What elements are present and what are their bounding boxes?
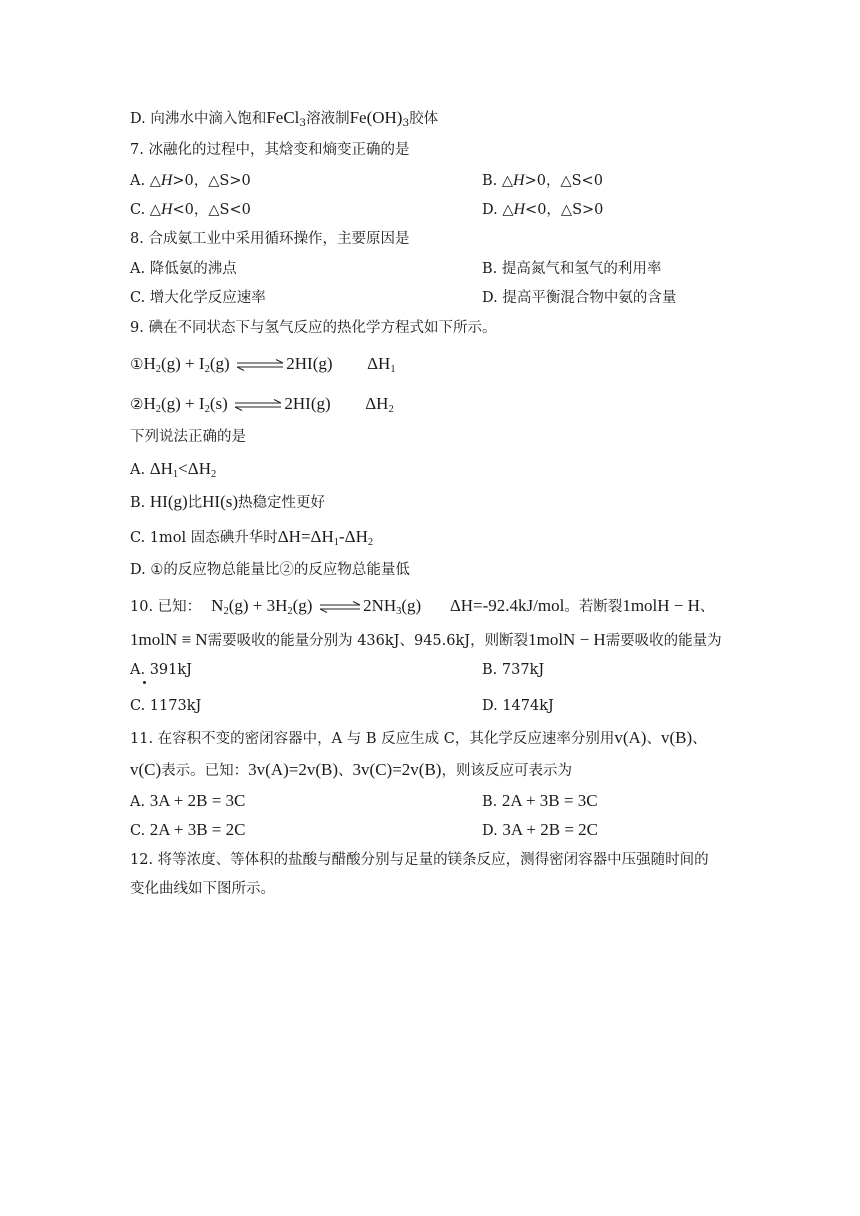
- q7-option-c: C. △H<0，△S<0: [130, 201, 251, 218]
- q12-stem-line2: 变化曲线如下图所示。: [130, 881, 275, 897]
- q11-option-d: D. 3A + 2B = 2C: [482, 820, 599, 839]
- q9-option-c: C. 1mol 固态碘升华时$\Delta H=\Delta H_1-\Delta H_2$: [130, 527, 374, 548]
- q8-option-b: B. 提高氮气和氢气的利用率: [482, 261, 662, 277]
- equilibrium-arrow-icon: [234, 399, 282, 411]
- q10-option-c: C. 1173kJ: [130, 698, 202, 714]
- q12-stem-line1: 12. 将等浓度、等体积的盐酸与醋酸分别与足量的镁条反应，测得密闭容器中压强随时间的: [130, 852, 709, 868]
- q9-option-d: D. ①的反应物总能量比②的反应物总能量低: [130, 562, 410, 578]
- q8-option-d: D. 提高平衡混合物中氨的含量: [482, 290, 677, 306]
- q11-option-c: C. 2A + 3B = 2C: [130, 820, 246, 839]
- q11-option-b: B. 2A + 3B = 3C: [482, 791, 598, 810]
- equilibrium-arrow-icon: [236, 359, 284, 371]
- q8-option-c: C. 增大化学反应速率: [130, 290, 266, 306]
- equilibrium-arrow-icon: [319, 601, 361, 613]
- q10-option-d: D. 1474kJ: [482, 698, 554, 714]
- q7-option-d: D. △H<0，△S>0: [482, 201, 604, 218]
- q9-equation-1: $①H_2(g) + I_2(g)$ 2HI(g) $\Delta H_1$: [130, 354, 396, 375]
- q9-stem: 9. 碘在不同状态下与氢气反应的热化学方程式如下所示。: [130, 320, 497, 336]
- q11-option-a: A. 3A + 2B = 3C: [130, 791, 246, 810]
- q6-option-d: D. 向沸水中滴入饱和FeCl$_3$溶液制$Fe(OH)_3$胶体: [130, 108, 439, 129]
- q7-option-a: A. △H>0，△S>0: [130, 172, 251, 189]
- q9-option-a: A. $\Delta H_1<\Delta H_2$: [130, 459, 217, 480]
- q9-equation-2: $②H_2(g) + I_2(s)$ 2HI(g) $\Delta H_2$: [130, 394, 394, 415]
- q9-option-b: B. HI(g)比HI(s)热稳定性更好: [130, 492, 326, 511]
- q7-option-b: B. △H>0，△S<0: [482, 172, 603, 189]
- q10-stem-line2: 1molN ≡ N需要吸收的能量分别为 436kJ、945.6kJ，则断裂1molN − H需要吸收的能量为: [130, 630, 722, 649]
- q7-stem: 7. 冰融化的过程中，其焓变和熵变正确的是: [130, 142, 410, 158]
- q10-option-b: B. 737kJ: [482, 662, 545, 678]
- q11-stem-line1: 11. 在容积不变的密闭容器中，A 与 B 反应生成 C，其化学反应速率分别用v(A)、v(B)、: [130, 728, 707, 747]
- q10-option-a: A. 391kJ: [130, 662, 192, 678]
- stray-dot: [143, 681, 146, 684]
- q8-option-a: A. 降低氨的沸点: [130, 261, 237, 277]
- q11-stem-line2: v(C)表示。已知：3v(A)=2v(B)、3v(C)=2v(B)，则该反应可表示为: [130, 760, 572, 779]
- q9-ask: 下列说法正确的是: [130, 429, 246, 445]
- q8-stem: 8. 合成氨工业中采用循环操作，主要原因是: [130, 231, 410, 247]
- q10-stem-line1: 10. 已知： $N_2(g) + 3H_2(g)$ $2NH_3(g)$ ΔH=-92.4kJ/mol。若断裂1molH − H、: [130, 596, 715, 617]
